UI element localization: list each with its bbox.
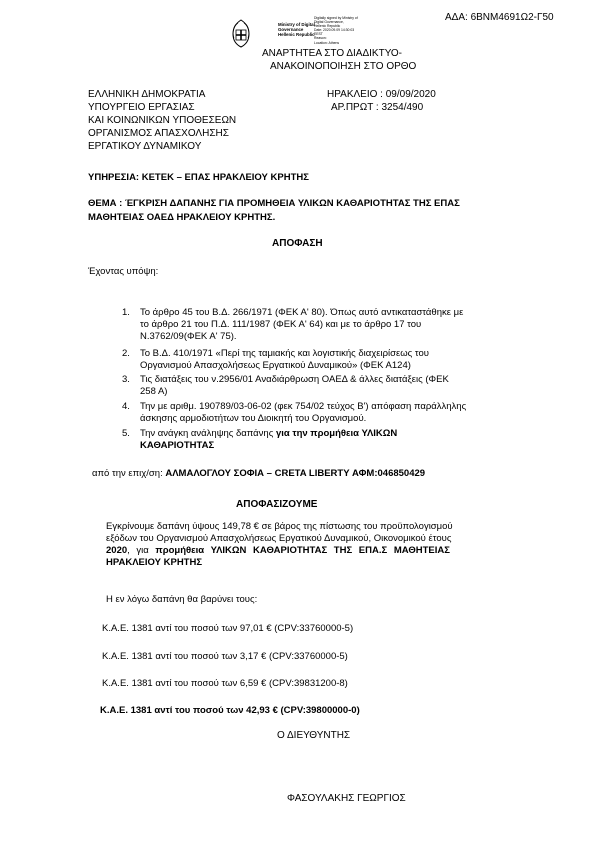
list-line: άσκησης αρμοδιοτήτων του Διοικητή του Οργανισμού. (140, 413, 367, 424)
place-date: ΗΡΑΚΛΕΙΟ : 09/09/2020 (327, 89, 436, 100)
protocol-number: ΑΡ.ΠΡΩΤ : 3254/490 (331, 102, 424, 113)
list-text: Την ανάγκη ανάληψης δαπάνης (140, 428, 276, 439)
approval-paragraph (106, 521, 530, 569)
ada-code: ΑΔΑ: 6ΒΝΜ4691Ω2-Γ50 (445, 12, 554, 23)
posting-note (262, 47, 416, 73)
issuer-line: ΚΑΙ ΚΟΙΝΩΝΙΚΩΝ ΥΠΟΘΕΣΕΩΝ (88, 115, 237, 126)
we-decide-title: ΑΠΟΦΑΣΙΖΟΥΜΕ (236, 499, 318, 510)
list-line: Το άρθρο 45 του Β.Δ. 266/1971 (ΦΕΚ Α' 80). Όπως αυτό αντικαταστάθηκε με (140, 307, 464, 318)
logo-line: Governance (278, 27, 304, 33)
considering-label: Έχοντας υπόψη: (88, 266, 159, 277)
supplier-prefix: από την επιχ/ση: (92, 468, 166, 479)
logo-line: Hellenic Republic (314, 24, 341, 29)
list-line: Οργανισμού Απασχολήσεως Εργατικού Δυναμικού» (ΦΕΚ Α124) (140, 360, 411, 371)
approval-line: ΗΡΑΚΛΕΙΟΥ ΚΡΗΤΗΣ (106, 557, 203, 568)
list-item (122, 307, 492, 343)
list-number: 3. (122, 374, 130, 385)
list-line: Το Β.Δ. 410/1971 «Περί της ταμιακής και λογιστικής διαχειρίσεως του (140, 348, 429, 359)
approval-line: εξόδων του Οργανισμού Απασχολήσεως Εργατικού Δυναμικού, Οικονομικού έτους (106, 533, 452, 544)
list-line (140, 428, 492, 440)
posting-line: ΑΝΑΚΟΙΝΟΠΟΙΗΣΗ ΣΤΟ ΟΡΘΟ (270, 61, 417, 72)
charged-to-label: Η εν λόγω δαπάνη θα βαρύνει τους: (106, 594, 258, 605)
subject (88, 197, 460, 225)
service-line: ΥΠΗΡΕΣΙΑ: ΚΕΤΕΚ – ΕΠΑΣ ΗΡΑΚΛΕΙΟΥ ΚΡΗΤΗΣ (88, 172, 309, 183)
list-number: 4. (122, 401, 130, 412)
subject-line: ΘΕΜΑ : ΈΓΚΡΙΣΗ ΔΑΠΑΝΗΣ ΓΙΑ ΠΡΟΜΗΘΕΙΑ ΥΛΙΚΩΝ ΚΑΘΑΡΙΟΤΗΤΑΣ ΤΗΣ ΕΠΑΣ (88, 198, 460, 209)
supplier-name: ΑΛΜΑΛΟΓΛΟΥ ΣΟΦΙΑ – CRETA LIBERTY ΑΦΜ:046850429 (165, 468, 426, 479)
list-item (122, 428, 492, 452)
list-line: το άρθρο 21 του Π.Δ. 111/1987 (ΦΕΚ Α' 64) και με το άρθρο 17 του (140, 319, 422, 330)
list-text-bold: για την προμήθεια ΥΛΙΚΩΝ (275, 428, 398, 439)
issuer-block (88, 88, 236, 153)
list-line: 258 Α) (140, 386, 168, 397)
logo-line: Date: 2020.09.09 14:30:03 (314, 28, 355, 33)
issuer-line: ΕΡΓΑΤΙΚΟΥ ΔΥΝΑΜΙΚΟΥ (88, 141, 202, 152)
considerations-list (122, 307, 492, 456)
approval-text: , για (127, 545, 156, 556)
kae-line: Κ.Α.Ε. 1381 αντί του ποσού των 3,17 € (CPV:33760000-5) (102, 651, 348, 662)
posting-line: ΑΝΑΡΤΗΤΕΑ ΣΤΟ ΔΙΑΔΙΚΤΥΟ- (262, 48, 402, 59)
director-title: Ο ΔΙΕΥΘΥΝΤΗΣ (277, 730, 351, 741)
list-number: 5. (122, 428, 130, 439)
subject-line: ΜΑΘΗΤΕΙΑΣ ΟΑΕΔ ΗΡΑΚΛΕΙΟΥ ΚΡΗΤΗΣ. (88, 212, 276, 223)
list-item (122, 401, 492, 425)
kae-line: Κ.Α.Ε. 1381 αντί του ποσού των 97,01 € (CPV:33760000-5) (102, 623, 354, 634)
list-item (122, 374, 492, 398)
logo-line: Hellenic Republic (278, 32, 315, 38)
approval-year: 2020 (106, 545, 128, 556)
supplier-line (92, 468, 425, 480)
logo-line: Location: Athens (314, 40, 340, 45)
list-line: Ν.3762/09(ΦΕΚ Α' 75). (140, 331, 237, 342)
logo-line: Digitally signed by Ministry of (314, 16, 358, 20)
list-item (122, 348, 492, 372)
issuer-line: ΥΠΟΥΡΓΕΙΟ ΕΡΓΑΣΙΑΣ (88, 102, 195, 113)
kae-line-bold: Κ.Α.Ε. 1381 αντί του ποσού των 42,93 € (CPV:39800000-0) (100, 705, 360, 716)
issuer-line: ΟΡΓΑΝΙΣΜΟΣ ΑΠΑΣΧΟΛΗΣΗΣ (88, 128, 229, 139)
approval-text-bold: ΥΛΙΚΩΝ ΚΑΘΑΡΙΟΤΗΤΑΣ ΤΗΣ ΕΠΑ.Σ ΜΑΘΗΤΕΙΑΣ (204, 545, 450, 556)
list-line-bold: ΚΑΘΑΡΙΟΤΗΤΑΣ (140, 440, 215, 451)
list-line: Την με αριθμ. 190789/03-06-02 (φεκ 754/02 τεύχος Β') απόφαση παράλληλης (140, 401, 467, 412)
list-number: 2. (122, 348, 130, 359)
logo-line: Ministry of Digital (278, 22, 315, 27)
director-name: ΦΑΣΟΥΛΑΚΗΣ ΓΕΩΡΓΙΟΣ (287, 793, 406, 804)
logo-line: Digital Governance, (314, 20, 344, 25)
logo-line: Reason: (314, 36, 327, 41)
approval-text-bold: προμήθεια (155, 545, 205, 556)
approval-line (106, 545, 530, 557)
issuer-line: ΕΛΛΗΝΙΚΗ ΔΗΜΟΚΡΑΤΙΑ (88, 89, 206, 100)
kae-line: Κ.Α.Ε. 1381 αντί του ποσού των 6,59 € (CPV:39831200-8) (102, 678, 348, 689)
decision-title: ΑΠΟΦΑΣΗ (272, 238, 323, 249)
list-line: Τις διατάξεις του ν.2956/01 Αναδιάρθρωση ΟΑΕΔ & άλλες διατάξεις (ΦΕΚ (140, 374, 449, 385)
ministry-signature-logo (278, 16, 362, 50)
list-number: 1. (122, 307, 130, 318)
greek-emblem-icon (230, 18, 252, 48)
approval-line: Εγκρίνουμε δαπάνη ύψους 149,78 € σε βάρος της πίστωσης του προϋπολογισμού (106, 521, 453, 532)
logo-line: EEST (314, 32, 323, 37)
